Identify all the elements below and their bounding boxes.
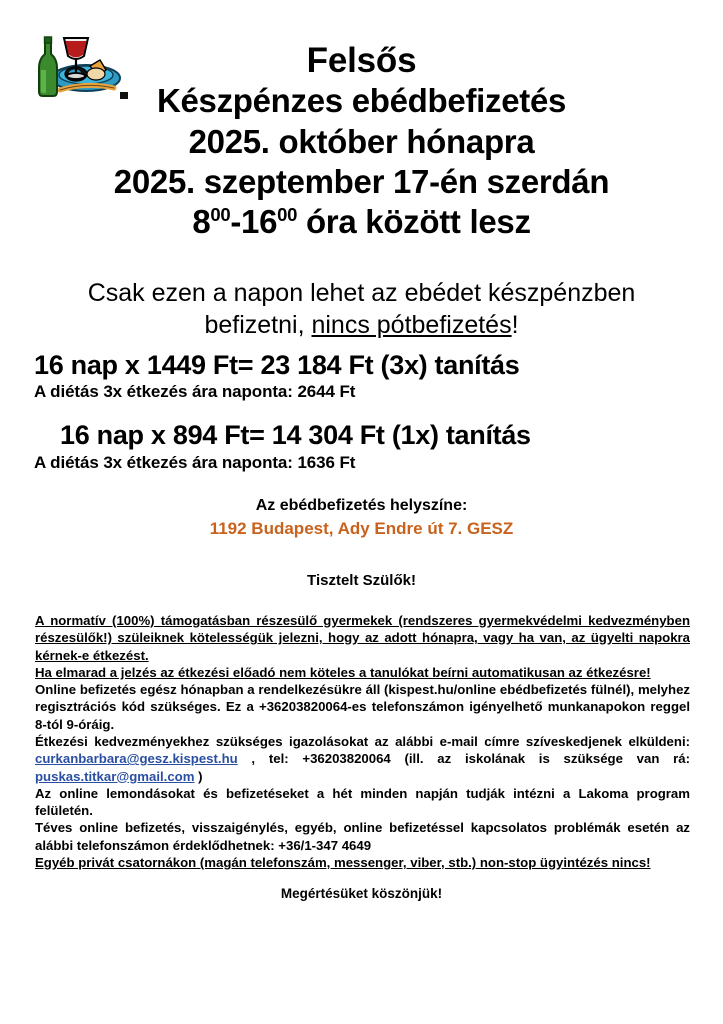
paragraph-private-channels: Egyéb privát csatornákon (magán telefonszám, messenger, viber, stb.) non-stop ügyintézés nincs!	[35, 854, 651, 870]
certificates-text-mid: , tel: +36203820064 (ill. az iskolának is szüksége van rá:	[237, 751, 690, 767]
time-start-superscript: 00	[210, 204, 231, 226]
greeting-line: Tisztelt Szülők!	[307, 572, 416, 589]
email-link-secondary[interactable]: puskas.titkar@gmail.com	[35, 768, 195, 784]
paragraph-online-cancellation: Az online lemondásokat és befizetéseket a hét minden napján tudják intézni a Lakoma program felületén.	[35, 785, 690, 819]
heading-line-3: 2025. szeptember 17-én szerdán	[113, 162, 610, 200]
paragraph-missing-notice: Ha elmarad a jelzés az étkezési előadó nem köteles a tanulókat beírni automatikusan az étkezésre!	[35, 664, 651, 680]
time-separator: -16	[230, 203, 278, 241]
body-copy	[35, 612, 690, 871]
price-section	[34, 350, 694, 473]
paragraph-online-payment: Online befizetés egész hónapban a rendelkezésükre áll (kispest.hu/online ebédbefizetés fülnél), melyhez regisztrációs kód szükséges. Ez a +36203820064-es telefonszámon igényelhető munkanapokon reggel 8-tól 9-óráig.	[35, 682, 690, 732]
intro-line-2-start: befizetni,	[204, 311, 312, 339]
intro-paragraph	[40, 277, 683, 341]
price-note-1x: A diétás 3x étkezés ára naponta: 1636 Ft	[34, 452, 356, 472]
intro-line-2	[40, 309, 683, 341]
time-start: 8	[192, 203, 211, 241]
price-spacer	[34, 402, 694, 420]
paragraph-wrong-payment: Téves online befizetés, visszaigénylés, egyéb, online befizetéssel kapcsolatos problémák esetén az alábbi telefonszámon érdeklődhetnek: +36/1-347 4649	[35, 820, 690, 853]
certificates-text-start: Étkezési kedvezményekhez szükséges igazolásokat az alábbi e-mail címre szíveskedjenek elküldeni:	[35, 733, 690, 749]
time-end-superscript: 00	[277, 204, 298, 226]
poster-heading	[0, 40, 723, 242]
certificates-text-end: )	[194, 768, 203, 784]
heading-title: Felsős	[306, 41, 417, 80]
no-late-payment-emphasis: nincs pótbefizetés	[311, 311, 512, 339]
time-suffix: óra között lesz	[297, 203, 531, 241]
venue-address: 1192 Budapest, Ady Endre út 7. GESZ	[209, 519, 514, 539]
paragraph-discount-certificates	[35, 733, 690, 785]
intro-line-2-end: !	[511, 311, 519, 339]
venue-label: Az ebédbefizetés helyszíne:	[255, 497, 468, 514]
email-link-primary[interactable]: curkanbarbara@gesz.kispest.hu	[35, 751, 238, 767]
intro-line-1: Csak ezen a napon lehet az ebédet készpénzben	[87, 279, 636, 307]
heading-line-1: Készpénzes ebédbefizetés	[156, 82, 567, 120]
closing-thanks: Megértésüket köszönjük!	[280, 886, 443, 901]
paragraph-normative-support: A normatív (100%) támogatásban részesülő gyermekek (rendszeres gyermekvédelmi kedvezményben részesülők!) szüleiknek kötelességük jelezni, hogy az adott hónapra, vagy ha van, az ügyelti napokra kérnek-e étkezést.	[35, 613, 690, 663]
price-note-3x: A diétás 3x étkezés ára naponta: 2644 Ft	[34, 382, 356, 402]
price-line-3x: 16 nap x 1449 Ft= 23 184 Ft (3x) tanítás	[34, 350, 520, 380]
heading-line-2: 2025. október hónapra	[188, 122, 535, 160]
heading-line-4	[0, 202, 723, 242]
venue-section	[0, 494, 723, 542]
price-line-1x: 16 nap x 894 Ft= 14 304 Ft (1x) tanítás	[60, 420, 531, 451]
